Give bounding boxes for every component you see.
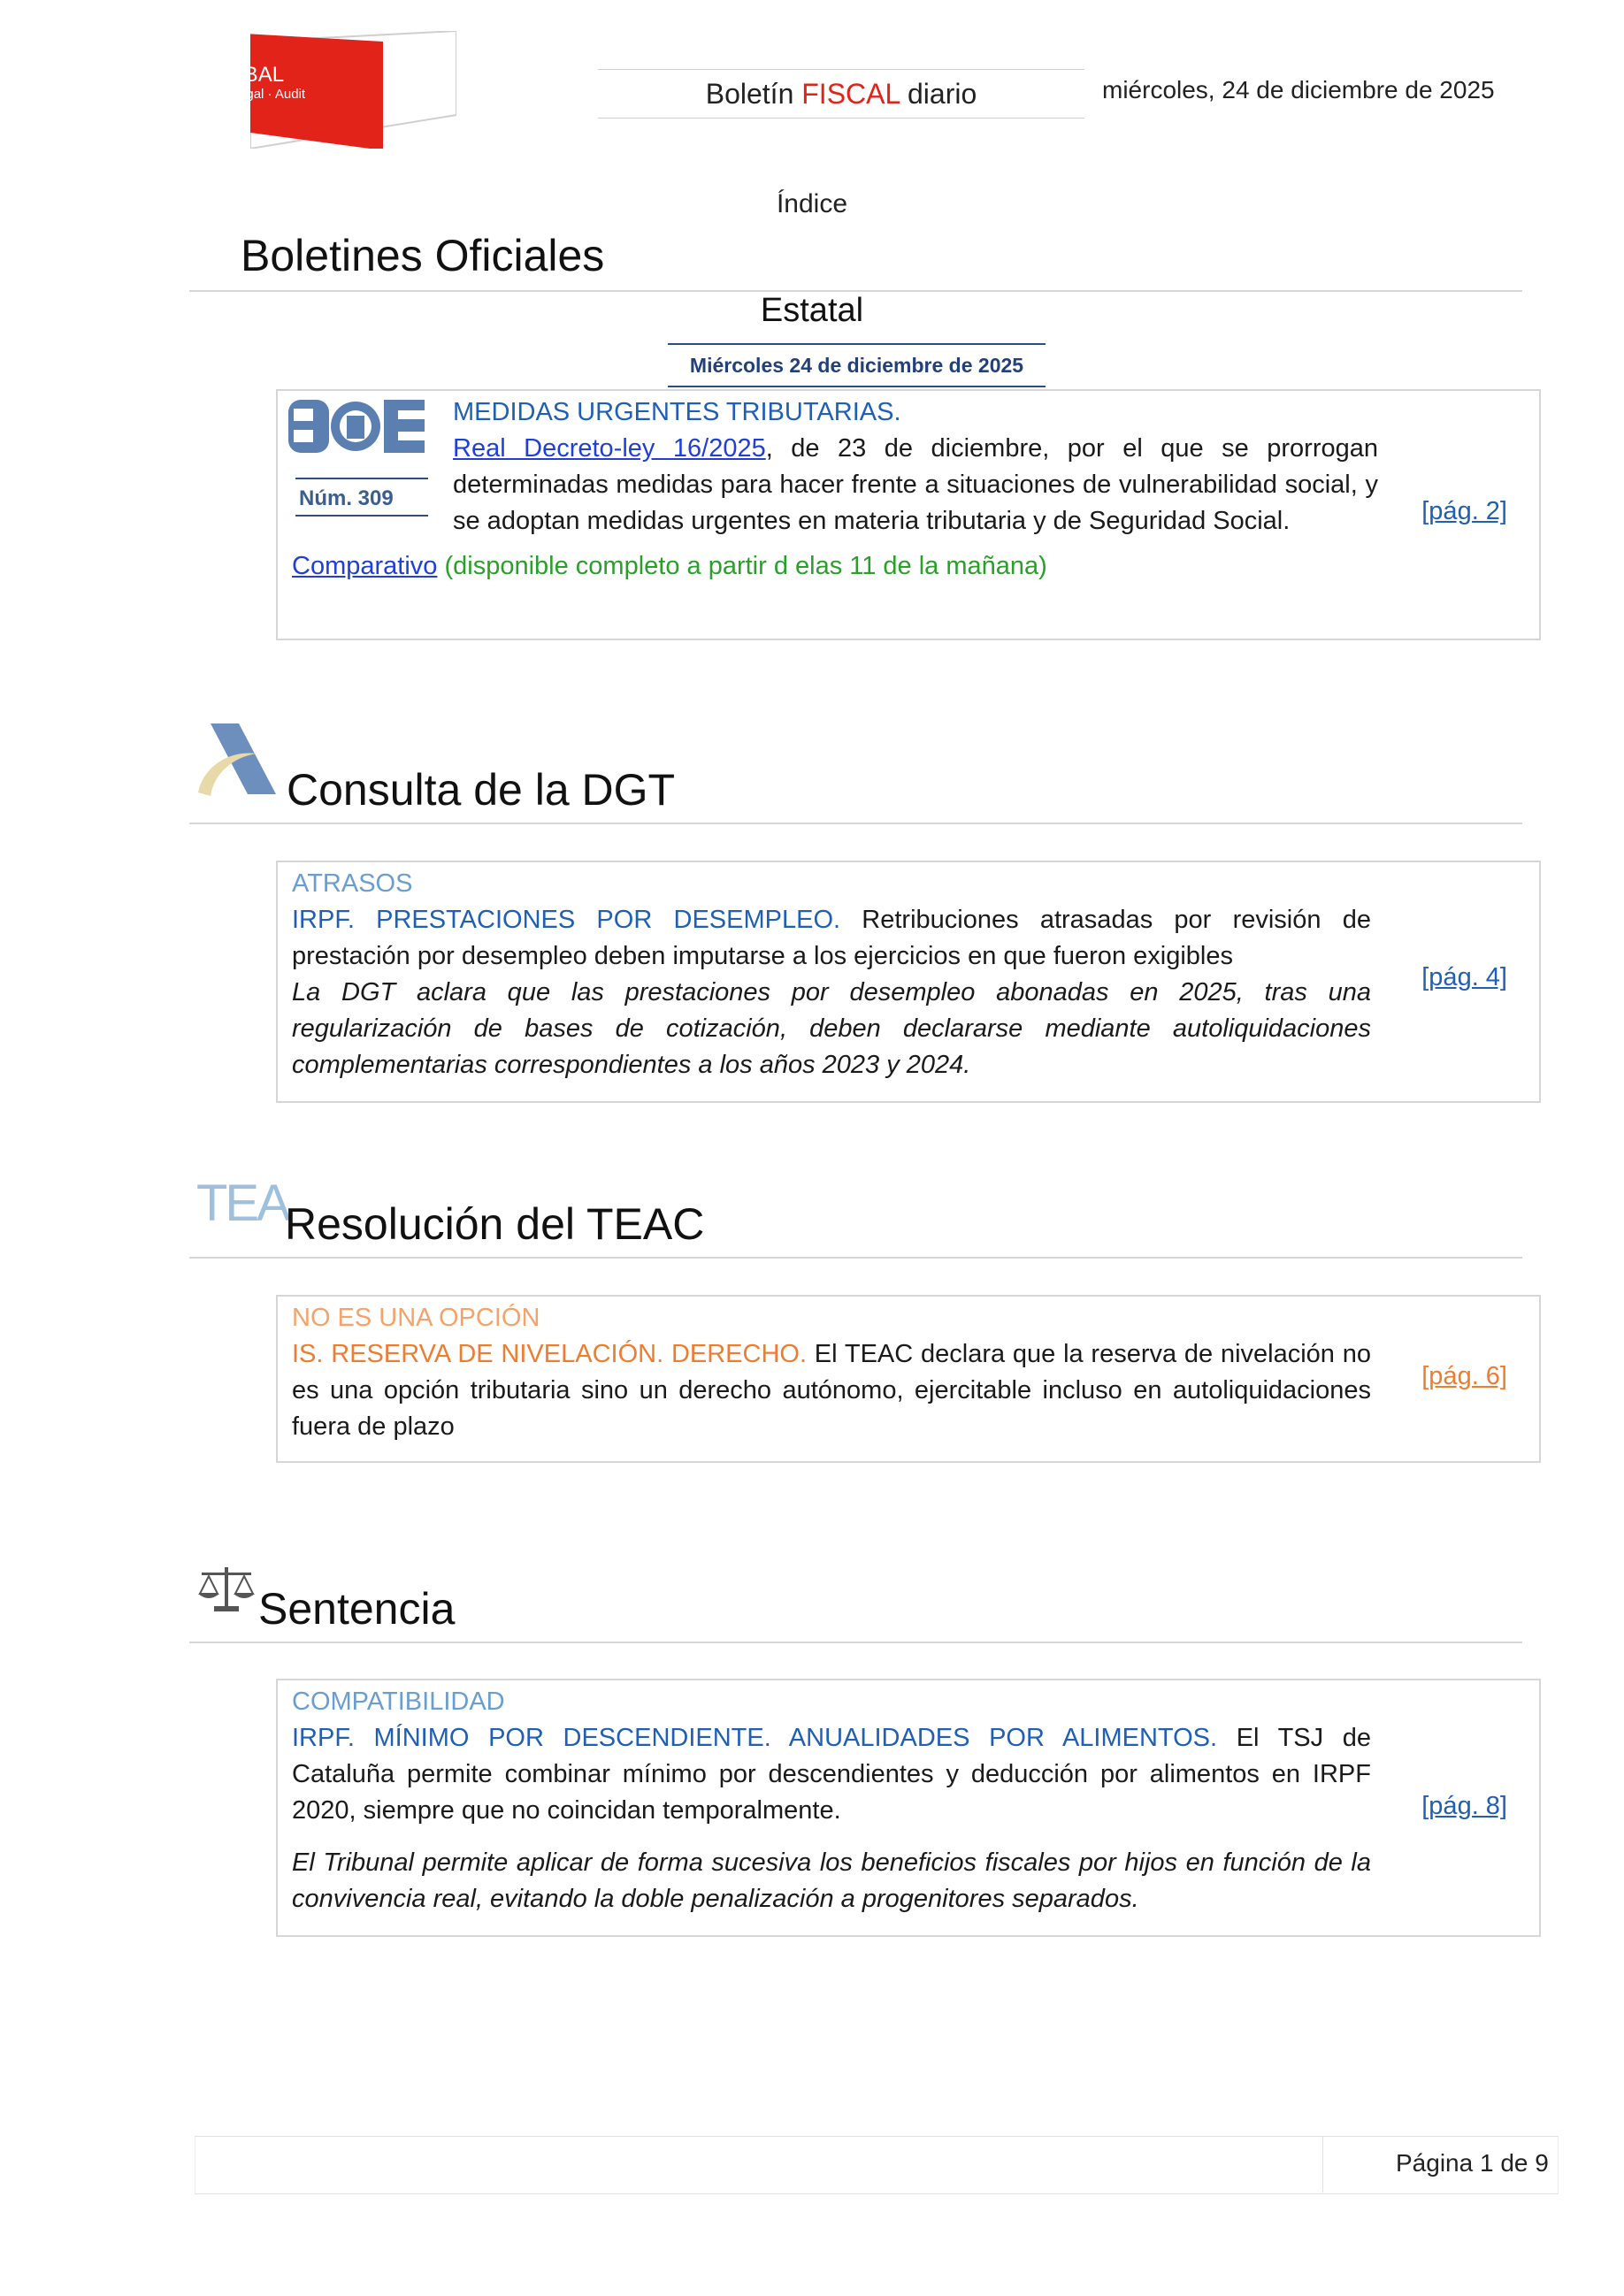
section-title-sentencia: Sentencia: [258, 1584, 456, 1634]
logo-text: [199, 37, 376, 103]
boe-date-strip: Miércoles 24 de diciembre de 2025: [668, 343, 1046, 387]
boe-number: Núm. 309: [295, 478, 428, 517]
sentencia-card: [276, 1679, 1541, 1937]
page-link-dgt[interactable]: [pág. 4]: [1421, 963, 1507, 991]
teac-heading: IS. RESERVA DE NIVELACIÓN. DERECHO.: [292, 1340, 808, 1368]
footer-divider: [1322, 2136, 1323, 2193]
page-link-sentencia[interactable]: [pág. 8]: [1421, 1792, 1507, 1820]
comparativo-note: (disponible completo a partir d elas 11 de la mañana): [437, 552, 1047, 580]
title-part-3: diario: [900, 78, 977, 110]
title-part-red: FISCAL: [801, 78, 900, 110]
dgt-body: Retribuciones atrasadas por revisión de prestación por desempleo deben imputarse a los ejercicios en que fueron exigibles: [292, 906, 1371, 970]
scales-icon: [196, 1564, 257, 1617]
section-divider: [189, 1642, 1522, 1643]
dgt-heading: IRPF. PRESTACIONES POR DESEMPLEO.: [292, 906, 841, 934]
sentencia-body: El TSJ de Cataluña permite combinar mínimo por descendientes y deducción por alimentos en IRPF 2020, siempre que no coincidan temporalmente.: [292, 1724, 1372, 1825]
teac-card: [276, 1295, 1541, 1463]
section-title-boletines: Boletines Oficiales: [241, 231, 605, 280]
dgt-tag: ATRASOS: [292, 869, 413, 898]
sentencia-summary: El Tribunal permite aplicar de forma sucesiva los beneficios fiscales por hijos en función de la convivencia real, evitando la doble penalización a progenitores separados.: [292, 1848, 1371, 1913]
logo-line2: GLOBAL: [199, 63, 285, 87]
footer: [195, 2136, 1559, 2194]
section-divider: [189, 823, 1522, 824]
teac-icon: TEA: [196, 1175, 288, 1232]
logo-line3: Tax · Legal · Audit: [199, 87, 306, 102]
bulletin-title: [598, 69, 1084, 119]
header-date: miércoles, 24 de diciembre de 2025: [1102, 76, 1495, 103]
title-part-1: Boletín: [705, 78, 802, 110]
logo-line1: ETL: [199, 35, 249, 65]
boe-heading: MEDIDAS URGENTES TRIBUTARIAS.: [453, 398, 901, 426]
sentencia-heading: IRPF. MÍNIMO POR DESCENDIENTE. ANUALIDADES POR ALIMENTOS.: [292, 1724, 1218, 1752]
dgt-summary: La DGT aclara que las prestaciones por desempleo abonadas en 2025, tras una regularización de bases de cotización, deben declararse mediante autoliquidaciones complementarias correspondientes a los años 2023 y 2024.: [292, 978, 1371, 1079]
teac-tag: NO ES UNA OPCIÓN: [292, 1304, 540, 1332]
estatal-subtitle: Estatal: [760, 292, 864, 329]
tax-agency-icon: [195, 718, 283, 803]
dgt-card: [276, 861, 1541, 1103]
section-title-dgt: Consulta de la DGT: [287, 765, 676, 815]
section-title-teac: Resolución del TEAC: [285, 1199, 705, 1249]
boe-card: [276, 389, 1541, 640]
index-label: Índice: [776, 189, 848, 218]
decree-link[interactable]: Real Decreto-ley 16/2025: [453, 434, 766, 463]
page-link-boe[interactable]: [pág. 2]: [1421, 497, 1507, 525]
page-number: Página 1 de 9: [1396, 2149, 1549, 2177]
sentencia-tag: COMPATIBILIDAD: [292, 1688, 505, 1716]
section-divider: [189, 1257, 1522, 1259]
boe-body: , de 23 de diciembre, por el que se prorrogan determinadas medidas para hacer frente a situaciones de vulnerabilidad social, y se adoptan medidas urgentes en materia tributaria y de Seguridad Social.: [453, 434, 1379, 535]
comparativo-link[interactable]: Comparativo: [292, 552, 438, 580]
teac-body: El TEAC declara que la reserva de nivelación no es una opción tributaria sino un derecho autónomo, ejercitable incluso en autoliquidaciones fuera de plazo: [292, 1340, 1371, 1441]
page-link-teac[interactable]: [pág. 6]: [1421, 1362, 1507, 1390]
